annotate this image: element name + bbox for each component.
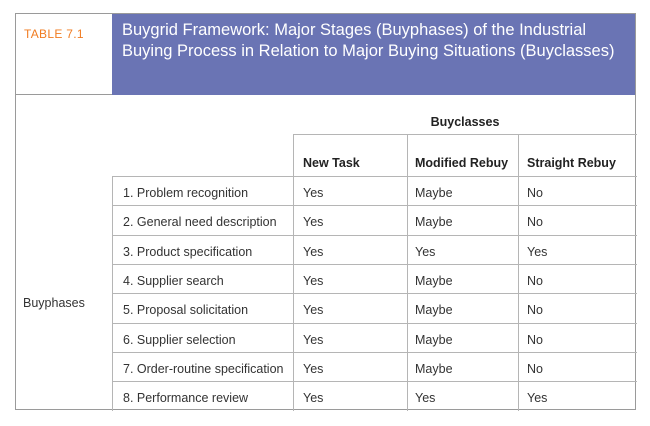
row-divider: [112, 323, 637, 324]
modified-rebuy-value: Maybe: [415, 186, 453, 200]
modified-rebuy-value: Maybe: [415, 361, 453, 376]
table-number-cell: [16, 14, 112, 95]
stage-label: 5. Proposal solicitation: [123, 303, 249, 318]
new-task-value: Yes: [303, 273, 324, 288]
straight-rebuy-value: Yes: [527, 244, 548, 259]
stage-label: 1. Problem recognition: [123, 186, 249, 200]
stage-label: 6. Supplier selection: [123, 332, 236, 347]
stage-label: 7. Order-routine specification: [123, 361, 284, 376]
stage-label: 2. General need description: [123, 215, 277, 230]
row-divider: [112, 235, 637, 236]
row-divider: [112, 352, 637, 353]
buyclasses-rule: [293, 134, 637, 135]
new-task-column-divider: [293, 134, 294, 411]
new-task-value: Yes: [303, 303, 324, 318]
new-task-value: Yes: [303, 391, 324, 406]
table-title: Buygrid Framework: Major Stages (Buyphases) of the Industrial Buying Process in Relation to Major Buying Situations (Buyclasses): [122, 21, 615, 60]
stage-label: 3. Product specification: [123, 244, 253, 259]
straight-rebuy-value: No: [527, 332, 543, 347]
column-header-rule: [112, 176, 637, 177]
column-header-straight-rebuy: Straight Rebuy: [527, 156, 616, 170]
straight-rebuy-value: Yes: [527, 391, 548, 406]
new-task-value: Yes: [303, 215, 324, 230]
buyclasses-heading: Buyclasses: [430, 115, 500, 129]
modified-rebuy-value: Yes: [415, 391, 436, 406]
straight-rebuy-value: No: [527, 303, 543, 318]
row-divider: [112, 381, 637, 382]
new-task-value: Yes: [303, 244, 324, 259]
new-task-value: Yes: [303, 332, 324, 347]
row-divider: [112, 293, 637, 294]
straight-rebuy-value: No: [527, 186, 543, 200]
table-frame: [15, 13, 636, 410]
stage-label: 4. Supplier search: [123, 273, 224, 288]
column-header-modified-rebuy: Modified Rebuy: [415, 156, 509, 170]
straight-rebuy-column-divider: [518, 134, 519, 411]
straight-rebuy-value: No: [527, 215, 543, 230]
modified-rebuy-value: Maybe: [415, 332, 453, 347]
modified-rebuy-column-divider: [407, 134, 408, 411]
straight-rebuy-value: No: [527, 273, 543, 288]
modified-rebuy-value: Yes: [415, 244, 436, 259]
column-header-new-task: New Task: [303, 156, 360, 170]
modified-rebuy-value: Maybe: [415, 303, 453, 318]
modified-rebuy-value: Maybe: [415, 273, 453, 288]
table-title-band: [112, 14, 635, 95]
table-number: TABLE 7.1: [24, 27, 84, 41]
stage-label: 8. Performance review: [123, 391, 249, 406]
new-task-value: Yes: [303, 186, 324, 200]
row-divider: [112, 264, 637, 265]
straight-rebuy-value: No: [527, 361, 543, 376]
buyphases-label: Buyphases: [23, 296, 85, 310]
modified-rebuy-value: Maybe: [415, 215, 453, 230]
new-task-value: Yes: [303, 361, 324, 376]
row-divider: [112, 205, 637, 206]
